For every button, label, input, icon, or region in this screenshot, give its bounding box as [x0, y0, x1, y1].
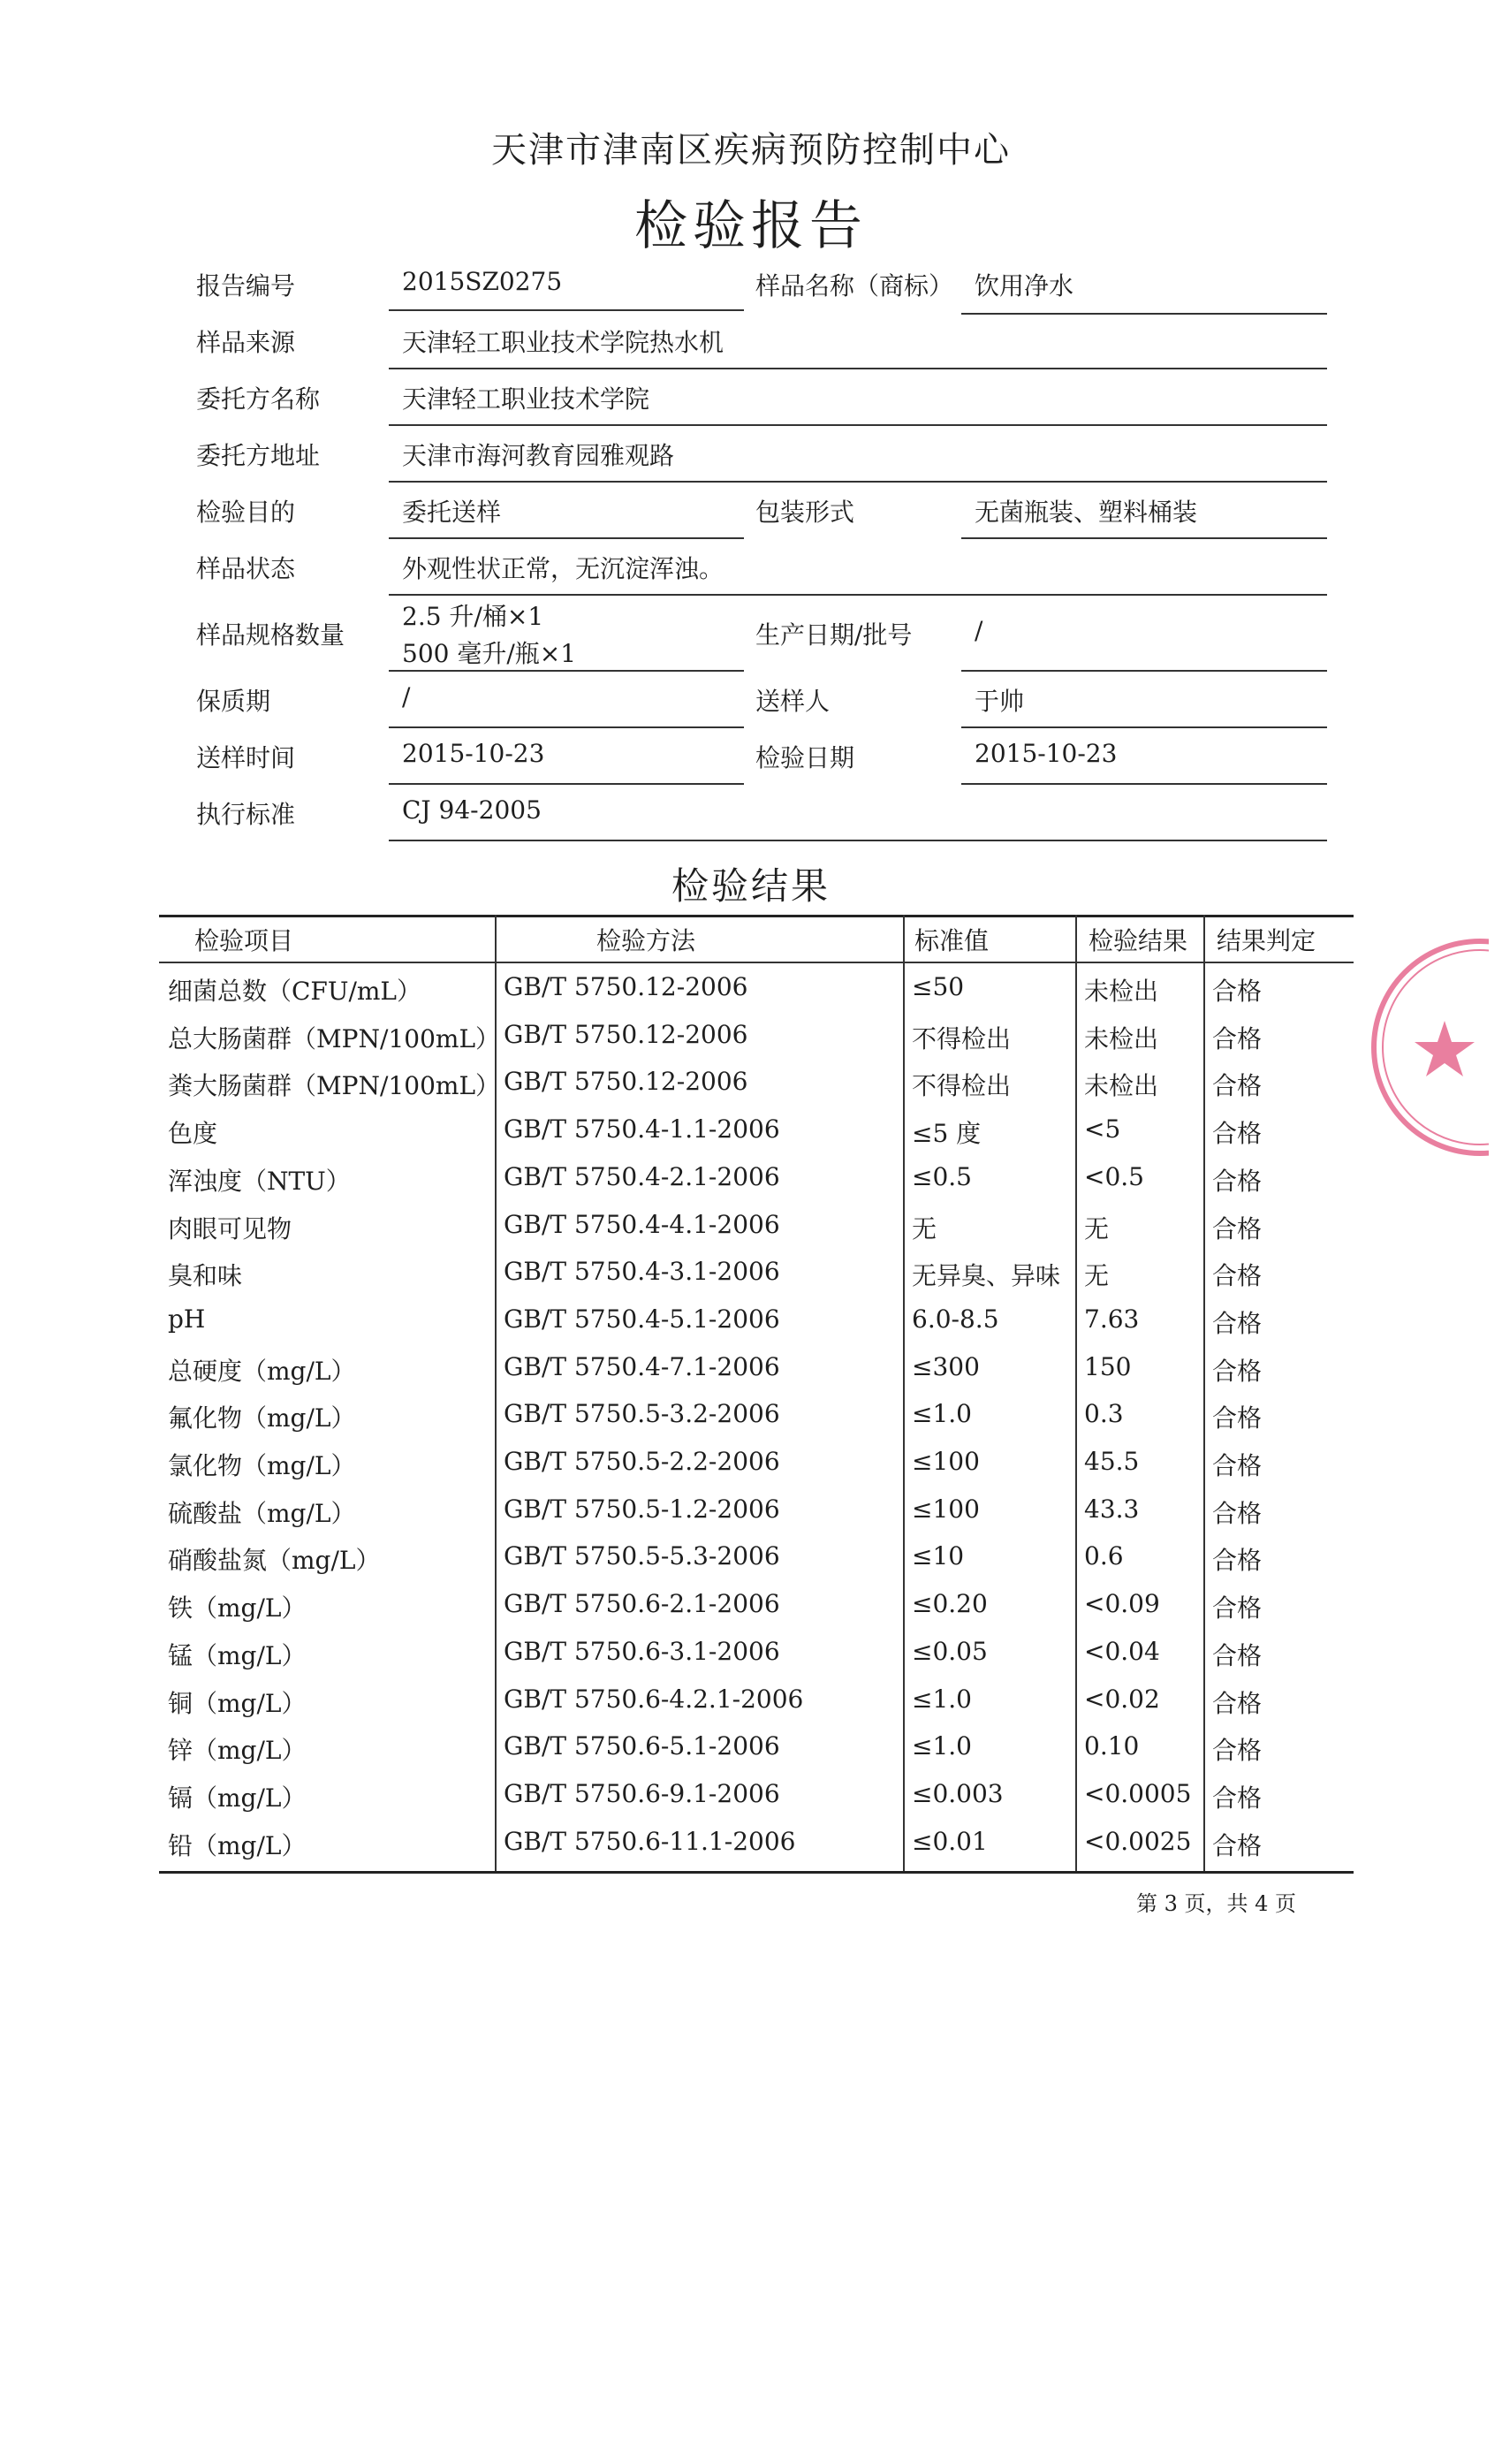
client-label: 委托方名称	[196, 384, 321, 414]
sender-label: 送样人	[755, 687, 831, 716]
report-title: 检验报告	[634, 195, 868, 257]
row-result: <0.5	[1084, 1162, 1144, 1191]
row-method: GB/T 5750.4-3.1-2006	[504, 1257, 780, 1286]
row-method: GB/T 5750.4-5.1-2006	[504, 1304, 780, 1334]
column-divider	[1203, 915, 1205, 1871]
row-result: 无	[1084, 1214, 1110, 1243]
row-judgement: 合格	[1212, 1593, 1263, 1623]
row-judgement: 合格	[1212, 1357, 1263, 1386]
row-item: 硫酸盐（mg/L）	[168, 1499, 356, 1528]
row-judgement: 合格	[1212, 1024, 1263, 1053]
state-underline	[389, 594, 1327, 596]
source-underline	[389, 368, 1327, 369]
standard-underline	[389, 840, 1327, 841]
row-judgement: 合格	[1212, 1261, 1263, 1290]
row-standard: ≤100	[912, 1447, 980, 1476]
row-method: GB/T 5750.6-11.1-2006	[504, 1827, 796, 1856]
report-no-value: 2015SZ0275	[402, 267, 563, 296]
row-standard: ≤0.01	[912, 1827, 988, 1856]
row-result: 43.3	[1084, 1494, 1140, 1524]
row-method: GB/T 5750.4-1.1-2006	[504, 1114, 780, 1144]
row-item: 铜（mg/L）	[168, 1689, 307, 1718]
row-judgement: 合格	[1212, 1689, 1263, 1718]
row-item: 铁（mg/L）	[168, 1593, 307, 1623]
state-value: 外观性状正常，无沉淀浑浊。	[402, 554, 724, 583]
report-no-label: 报告编号	[196, 271, 296, 300]
column-divider	[1075, 915, 1077, 1871]
send-time-underline	[389, 783, 744, 785]
row-method: GB/T 5750.12-2006	[504, 1020, 748, 1049]
row-method: GB/T 5750.5-3.2-2006	[504, 1399, 780, 1428]
sample-name-underline	[961, 313, 1327, 315]
row-judgement: 合格	[1212, 1167, 1263, 1196]
row-item: 总硬度（mg/L）	[168, 1357, 356, 1386]
row-judgement: 合格	[1212, 1736, 1263, 1765]
send-time-value: 2015-10-23	[402, 739, 545, 768]
spec-value-2: 500 毫升/瓶×1	[402, 639, 577, 668]
report-no-underline	[389, 309, 744, 311]
row-standard: ≤300	[912, 1352, 980, 1381]
package-label: 包装形式	[755, 498, 855, 527]
row-standard: ≤1.0	[912, 1731, 972, 1761]
row-method: GB/T 5750.6-5.1-2006	[504, 1731, 780, 1761]
row-judgement: 合格	[1212, 1214, 1263, 1243]
package-underline	[961, 537, 1327, 539]
test-date-underline	[961, 783, 1327, 785]
purpose-value: 委托送样	[402, 498, 502, 527]
row-item: 浑浊度（NTU）	[168, 1167, 351, 1196]
row-judgement: 合格	[1212, 1783, 1263, 1813]
row-item: 锰（mg/L）	[168, 1641, 307, 1670]
row-standard: 不得检出	[912, 1071, 1012, 1100]
client-value: 天津轻工职业技术学院	[402, 384, 650, 414]
header-result: 检验结果	[1089, 926, 1188, 955]
row-result: <0.0025	[1084, 1827, 1192, 1856]
row-item: 硝酸盐氮（mg/L）	[168, 1546, 381, 1575]
row-standard: ≤0.003	[912, 1779, 1004, 1808]
row-method: GB/T 5750.6-2.1-2006	[504, 1589, 780, 1618]
page-number: 第 3 页，共 4 页	[1136, 1891, 1297, 1916]
row-standard: ≤5 度	[912, 1119, 982, 1148]
row-item: 色度	[168, 1119, 218, 1148]
row-result: <0.09	[1084, 1589, 1160, 1618]
row-item: 总大肠菌群（MPN/100mL）	[168, 1024, 501, 1053]
row-standard: ≤1.0	[912, 1399, 972, 1428]
row-method: GB/T 5750.6-4.2.1-2006	[504, 1684, 804, 1714]
row-method: GB/T 5750.6-3.1-2006	[504, 1637, 780, 1666]
row-standard: 6.0-8.5	[912, 1304, 999, 1334]
row-result: 0.6	[1084, 1541, 1124, 1570]
row-item: 臭和味	[168, 1261, 243, 1290]
row-method: GB/T 5750.4-4.1-2006	[504, 1210, 780, 1239]
row-method: GB/T 5750.4-7.1-2006	[504, 1352, 780, 1381]
package-value: 无菌瓶装、塑料桶装	[975, 498, 1198, 527]
row-standard: ≤0.20	[912, 1589, 988, 1618]
row-method: GB/T 5750.5-1.2-2006	[504, 1494, 780, 1524]
row-result: 7.63	[1084, 1304, 1140, 1334]
column-divider	[903, 915, 905, 1871]
row-method: GB/T 5750.5-2.2-2006	[504, 1447, 780, 1476]
row-method: GB/T 5750.12-2006	[504, 1067, 748, 1096]
results-title: 检验结果	[671, 864, 831, 908]
row-standard: ≤0.5	[912, 1162, 972, 1191]
row-result: 未检出	[1084, 1024, 1159, 1053]
table-header-rule	[159, 962, 1354, 963]
row-judgement: 合格	[1212, 1546, 1263, 1575]
row-judgement: 合格	[1212, 977, 1263, 1006]
row-judgement: 合格	[1212, 1309, 1263, 1338]
row-standard: ≤1.0	[912, 1684, 972, 1714]
row-standard: 无异臭、异味	[912, 1261, 1061, 1290]
source-label: 样品来源	[196, 328, 296, 357]
row-item: 氯化物（mg/L）	[168, 1451, 356, 1480]
spec-value-1: 2.5 升/桶×1	[402, 602, 544, 631]
spec-underline	[389, 670, 744, 672]
send-time-label: 送样时间	[196, 743, 296, 772]
row-judgement: 合格	[1212, 1499, 1263, 1528]
row-judgement: 合格	[1212, 1831, 1263, 1860]
spec-label: 样品规格数量	[196, 620, 345, 650]
row-standard: 无	[912, 1214, 937, 1243]
row-result: 0.3	[1084, 1399, 1124, 1428]
purpose-label: 检验目的	[196, 498, 296, 527]
address-value: 天津市海河教育园雅观路	[402, 441, 675, 470]
row-result: 未检出	[1084, 977, 1159, 1006]
header-standard: 标准值	[914, 926, 990, 955]
state-label: 样品状态	[196, 554, 296, 583]
header-item: 检验项目	[194, 926, 294, 955]
row-result: 未检出	[1084, 1071, 1159, 1100]
row-result: <5	[1084, 1114, 1121, 1144]
row-standard: ≤50	[912, 972, 965, 1001]
test-date-label: 检验日期	[755, 743, 855, 772]
purpose-underline	[389, 537, 744, 539]
row-method: GB/T 5750.12-2006	[504, 972, 748, 1001]
row-standard: ≤0.05	[912, 1637, 988, 1666]
sender-value: 于帅	[975, 687, 1025, 716]
table-top-rule	[159, 915, 1354, 917]
row-item: 铅（mg/L）	[168, 1831, 307, 1860]
row-item: 粪大肠菌群（MPN/100mL）	[168, 1071, 501, 1100]
row-standard: 不得检出	[912, 1024, 1012, 1053]
row-item: 锌（mg/L）	[168, 1736, 307, 1765]
row-judgement: 合格	[1212, 1641, 1263, 1670]
address-label: 委托方地址	[196, 441, 321, 470]
official-stamp	[1356, 924, 1489, 1189]
standard-value: CJ 94-2005	[402, 795, 542, 825]
row-result: <0.02	[1084, 1684, 1160, 1714]
row-standard: ≤100	[912, 1494, 980, 1524]
test-date-value: 2015-10-23	[975, 739, 1118, 768]
row-item: 细菌总数（CFU/mL）	[168, 977, 422, 1006]
row-method: GB/T 5750.4-2.1-2006	[504, 1162, 780, 1191]
address-underline	[389, 481, 1327, 483]
row-judgement: 合格	[1212, 1071, 1263, 1100]
row-judgement: 合格	[1212, 1451, 1263, 1480]
row-method: GB/T 5750.5-5.3-2006	[504, 1541, 780, 1570]
row-result: <0.04	[1084, 1637, 1160, 1666]
row-item: 镉（mg/L）	[168, 1783, 307, 1813]
row-result: 45.5	[1084, 1447, 1140, 1476]
organization-name: 天津市津南区疾病预防控制中心	[491, 130, 1011, 171]
source-value: 天津轻工职业技术学院热水机	[402, 328, 724, 357]
row-judgement: 合格	[1212, 1119, 1263, 1148]
client-underline	[389, 424, 1327, 426]
production-date-label: 生产日期/批号	[755, 620, 913, 650]
row-judgement: 合格	[1212, 1403, 1263, 1433]
column-divider	[495, 915, 497, 1871]
table-bottom-rule	[159, 1871, 1354, 1874]
shelf-life-value: /	[402, 682, 411, 711]
row-result: 0.10	[1084, 1731, 1140, 1761]
row-item: 氟化物（mg/L）	[168, 1403, 356, 1433]
row-result: 无	[1084, 1261, 1110, 1290]
row-result: <0.0005	[1084, 1779, 1192, 1808]
row-method: GB/T 5750.6-9.1-2006	[504, 1779, 780, 1808]
sample-name-label: 样品名称（商标）	[755, 271, 954, 300]
production-date-value: /	[975, 616, 983, 645]
header-method: 检验方法	[596, 926, 696, 955]
production-date-underline	[961, 670, 1327, 672]
sender-underline	[961, 726, 1327, 728]
sample-name-value: 饮用净水	[975, 271, 1074, 300]
shelf-life-underline	[389, 726, 744, 728]
standard-label: 执行标准	[196, 800, 296, 829]
row-result: 150	[1084, 1352, 1132, 1381]
header-judgement: 结果判定	[1217, 926, 1316, 955]
row-standard: ≤10	[912, 1541, 965, 1570]
row-item: 肉眼可见物	[168, 1214, 292, 1243]
shelf-life-label: 保质期	[196, 687, 271, 716]
row-item: pH	[168, 1304, 206, 1334]
